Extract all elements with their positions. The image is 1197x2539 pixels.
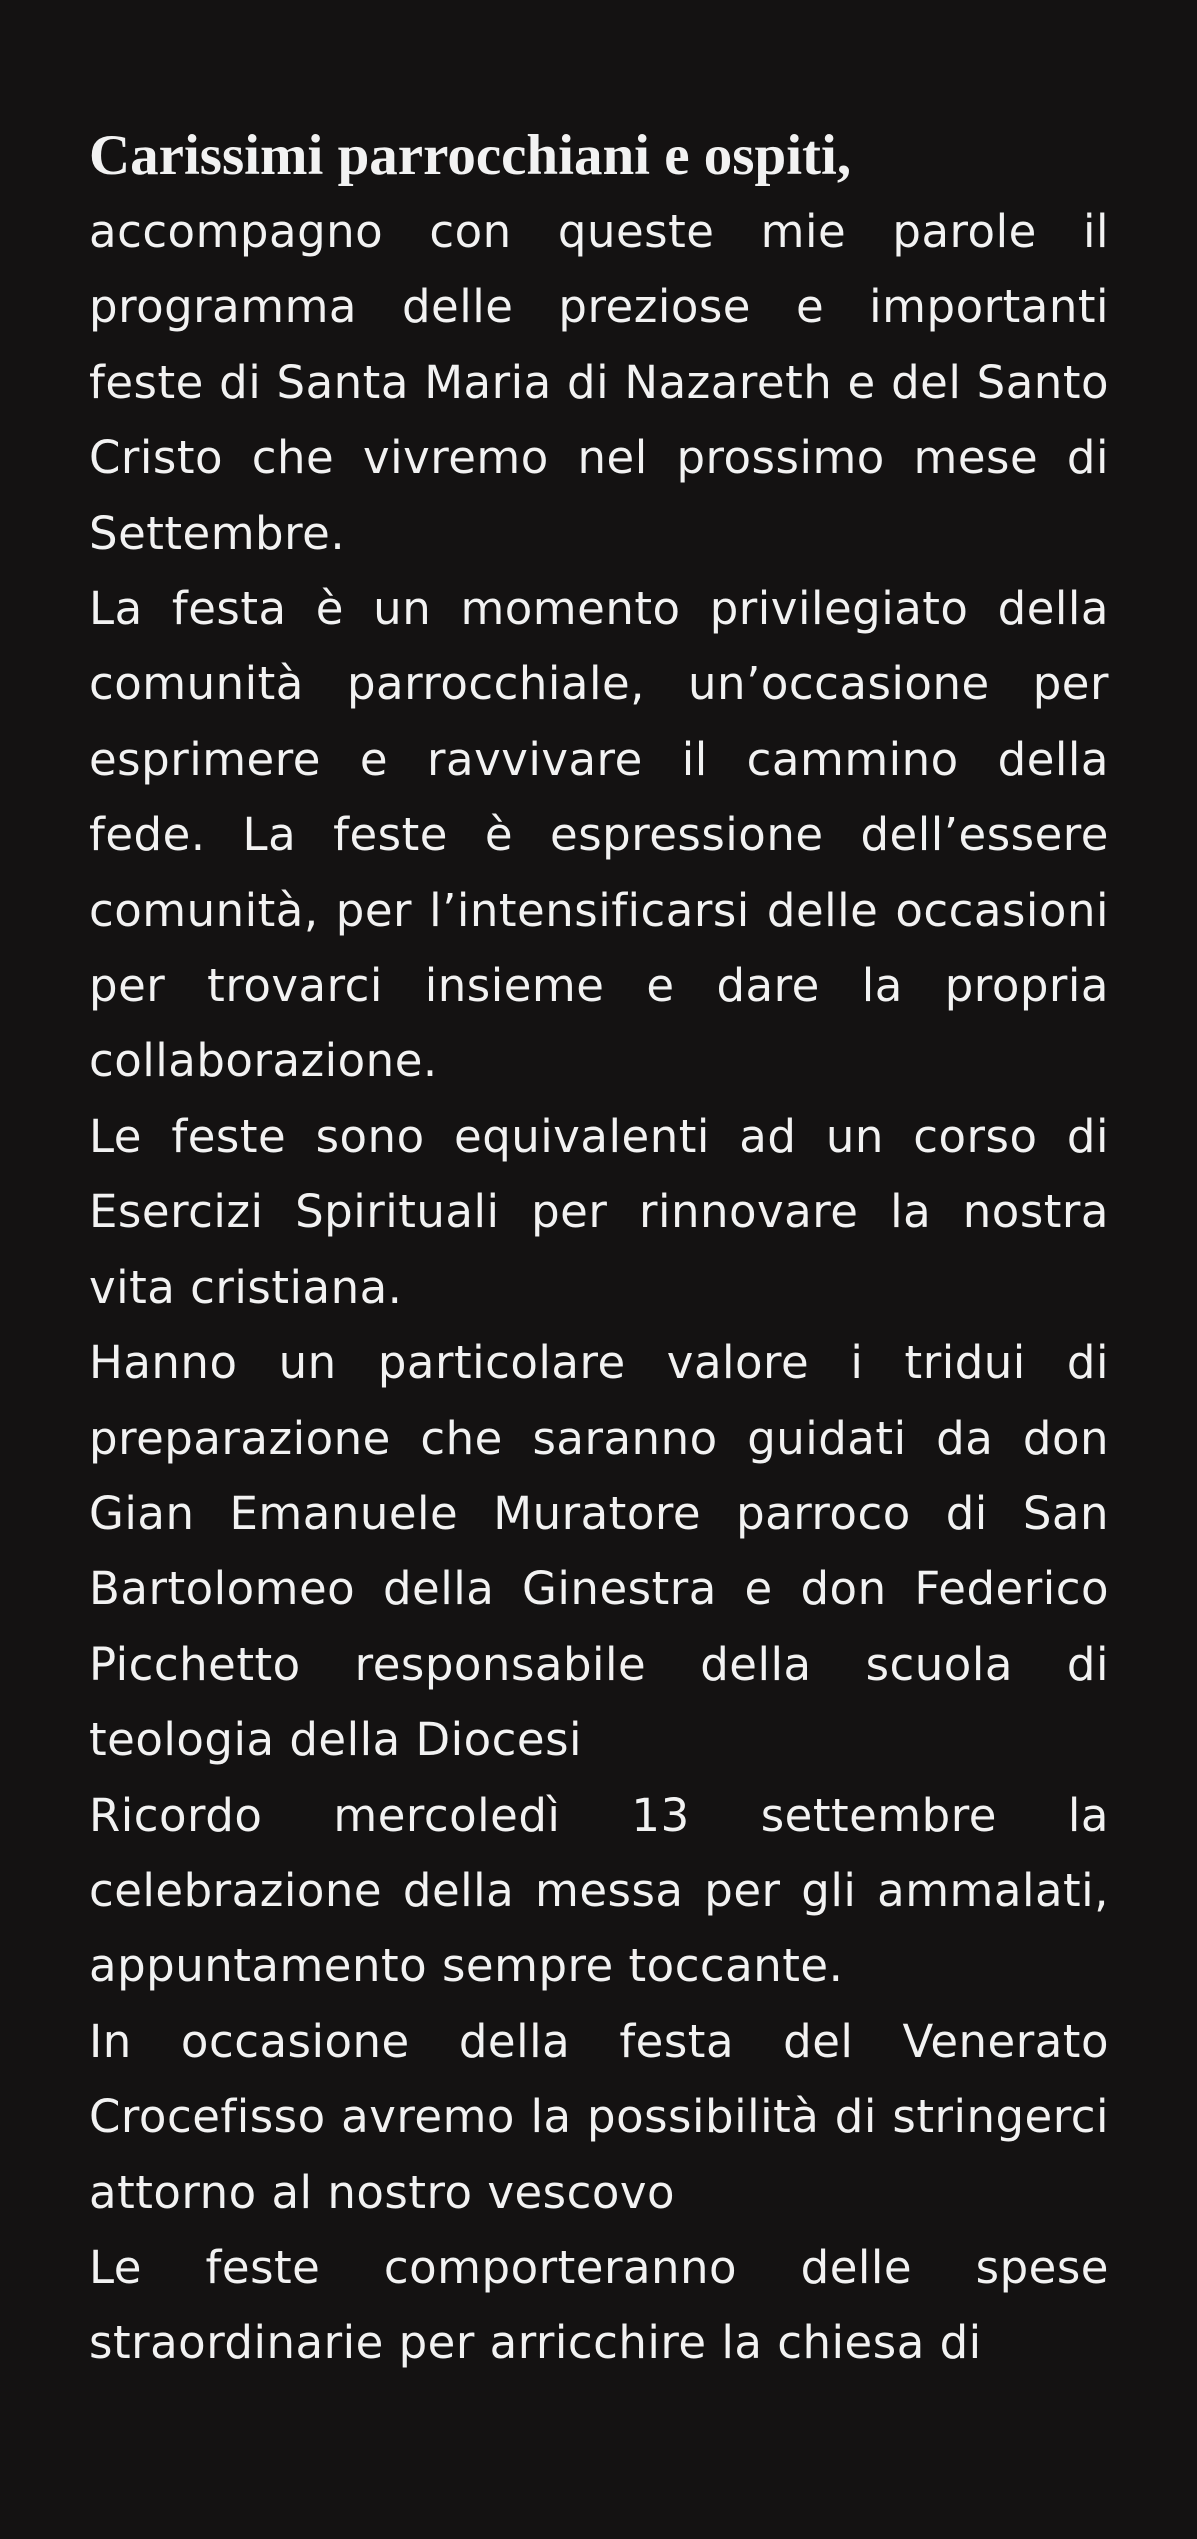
letter-body [89,194,1109,2381]
paragraph-crocefisso: In occasione della festa del Venerato Crocefisso avremo la possibilità di stringerci attorno al nostro vescovo [89,2014,1109,2219]
paragraph-ammalati: Ricordo mercoledì 13 settembre la celebrazione della messa per gli ammalati, appuntamento sempre toccante. [89,1788,1109,1993]
paragraph-tridui: Hanno un particolare valore i tridui di preparazione che saranno guidati da don Gian Emanuele Muratore parroco di San Bartolomeo della Ginestra e don Federico Picchetto responsabile della scuola di teologia della Diocesi [89,1336,1109,1767]
paragraph-festa: La festa è un momento privilegiato della comunità parrocchiale, un’occasione per esprimere e ravvivare il cammino della fede. La feste è espressione dell’essere comunità, per l’intensificarsi delle occasioni per trovarci insieme e dare la propria collaborazione. [89,582,1109,1088]
letter-greeting: Carissimi parrocchiani e ospiti, [89,124,852,187]
letter-page [89,118,1109,2381]
paragraph-esercizi: Le feste sono equivalenti ad un corso di Esercizi Spirituali per rinnovare la nostra vita cristiana. [89,1109,1109,1314]
paragraph-spese: Le feste comporteranno delle spese straordinarie per arricchire la chiesa di [89,2240,1109,2370]
paragraph-program: accompagno con queste mie parole il programma delle preziose e importanti feste di Santa Maria di Nazareth e del Santo Cristo che vivremo nel prossimo mese di Settembre. [89,205,1109,560]
